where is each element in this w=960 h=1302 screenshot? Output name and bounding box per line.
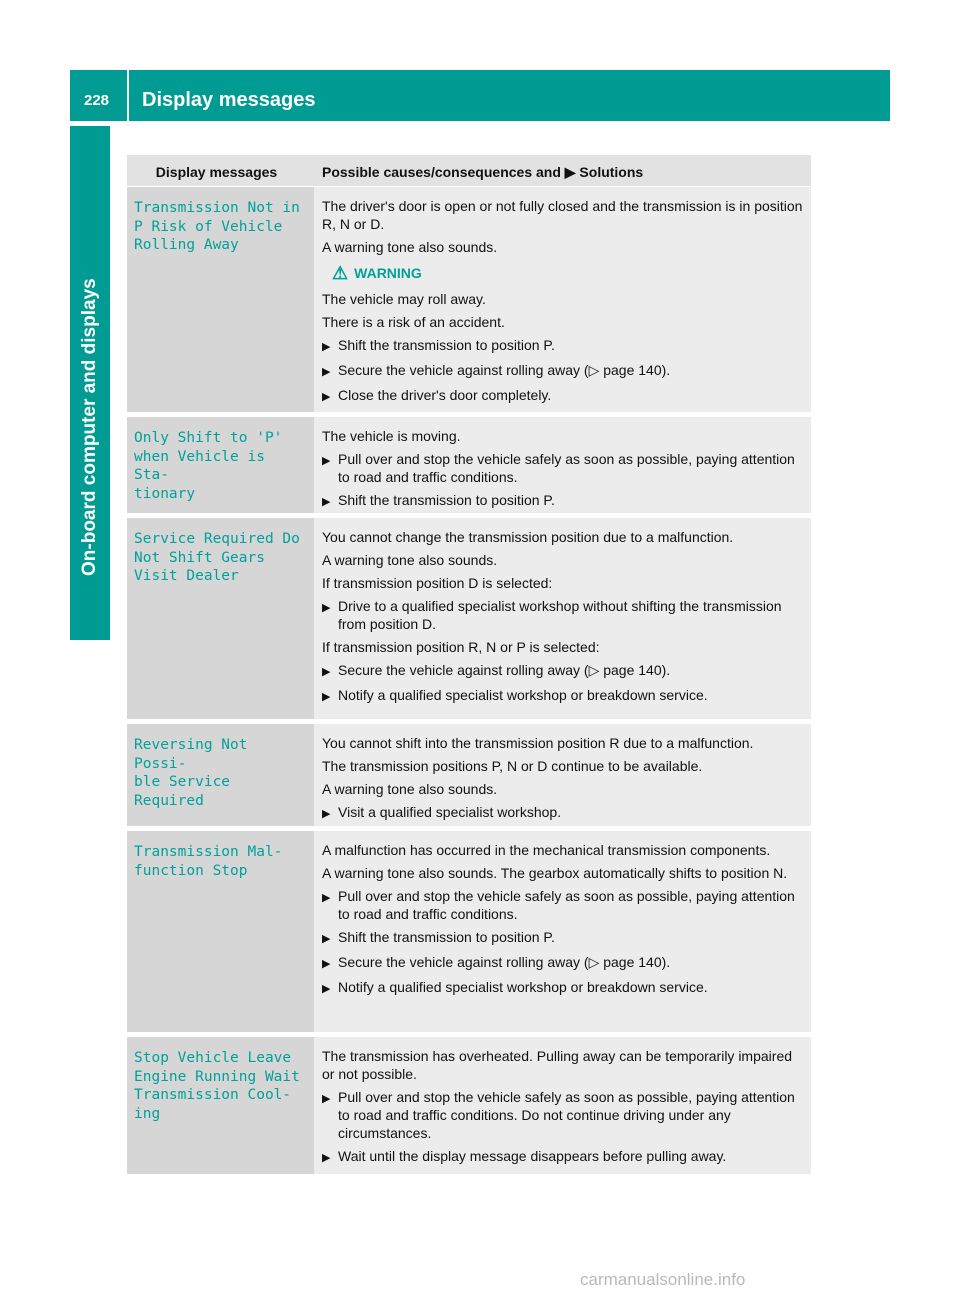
chapter-label: On-board computer and displays [79,278,100,576]
solution-step [322,450,803,486]
message-cell [127,831,314,1037]
solution-step [322,1147,803,1167]
solution-text: Shift the transmission to position P. [338,492,555,508]
arrow-right-icon: ▶ [322,933,331,945]
description-cell [314,724,811,831]
solution-text: Drive to a qualified specialist workshop without shifting the transmission from position D. [338,598,782,632]
solution-text: Pull over and stop the vehicle safely as soon as possible, paying attention to road and traffic conditions. [338,451,795,485]
arrow-right-icon: ▶ [322,341,331,353]
description-text: The vehicle is moving. [322,428,461,444]
solution-text: Shift the transmission to position P. [338,929,555,945]
display-message: Stop Vehicle Leave Engine Running Wait Transmission Cool- ing [134,1050,300,1122]
description-text: You cannot shift into the transmission position R due to a malfunction. [322,735,754,751]
arrow-right-icon: ▶ [322,366,331,378]
solution-step [322,597,803,633]
description-text: If transmission position R, N or P is selected: [322,639,600,655]
description-text: A warning tone also sounds. [322,781,498,797]
solution-step [322,978,803,998]
message-cell [127,187,314,417]
solution-step [322,803,803,823]
solution-text: Pull over and stop the vehicle safely as soon as possible, paying attention to road and traffic conditions. [338,888,795,922]
column-header-messages: Display messages [127,155,314,187]
solution-text: Secure the vehicle against rolling away (▷ page 140). [338,362,671,378]
message-cell [127,724,314,831]
solution-text: Shift the transmission to position P. [338,337,555,353]
display-message: Only Shift to 'P' when Vehicle is Sta- tionary [134,430,283,502]
display-messages-table [127,155,811,1179]
arrow-right-icon: ▶ [322,666,331,678]
solution-text: Pull over and stop the vehicle safely as soon as possible, paying attention to road and traffic conditions. Do not continue driving under any circumstances. [338,1089,795,1141]
watermark: carmanualsonline.info [580,1270,746,1289]
arrow-right-icon: ▶ [322,602,331,614]
solution-text: Secure the vehicle against rolling away (▷ page 140). [338,662,671,678]
page-header [70,70,890,121]
message-cell [127,417,314,518]
warning-label: WARNING [354,265,422,281]
solution-text: Close the driver's door completely. [338,387,552,403]
description-text: There is a risk of an accident. [322,314,505,330]
solution-text: Wait until the display message disappears before pulling away. [338,1148,727,1164]
display-message: Reversing Not Possi- ble Service Required [134,737,248,809]
solution-step [322,686,803,706]
header-divider [127,70,129,121]
description-cell [314,831,811,1037]
arrow-right-icon: ▶ [322,1152,331,1164]
solution-step [322,361,803,381]
description-text: A warning tone also sounds. [322,552,498,568]
description-cell [314,417,811,518]
arrow-right-icon: ▶ [322,455,331,467]
solution-step [322,386,803,406]
arrow-right-icon: ▶ [322,1093,331,1105]
description-text: You cannot change the transmission position due to a malfunction. [322,529,734,545]
description-text: The vehicle may roll away. [322,291,486,307]
description-text: The transmission positions P, N or D continue to be available. [322,758,703,774]
solution-text: Visit a qualified specialist workshop. [338,804,562,820]
solution-text: Notify a qualified specialist workshop or breakdown service. [338,979,708,995]
description-text: A warning tone also sounds. The gearbox automatically shifts to position N. [322,865,788,881]
display-message: Transmission Mal- function Stop [134,844,283,879]
solution-step [322,491,803,511]
arrow-right-icon: ▶ [322,892,331,904]
display-message: Transmission Not in P Risk of Vehicle Rolling Away [134,200,300,253]
page-title: Display messages [142,89,316,111]
description-cell [314,1037,811,1179]
description-text: A malfunction has occurred in the mechanical transmission components. [322,842,771,858]
description-cell [314,518,811,724]
description-text: The transmission has overheated. Pulling away can be temporarily impaired or not possible. [322,1048,793,1082]
solution-text: Secure the vehicle against rolling away (▷ page 140). [338,954,671,970]
description-text: If transmission position D is selected: [322,575,553,591]
solution-step [322,928,803,948]
arrow-right-icon: ▶ [322,983,331,995]
solution-step [322,336,803,356]
solution-step [322,661,803,681]
warning-heading [332,264,803,282]
message-cell [127,1037,314,1179]
display-message: Service Required Do Not Shift Gears Visit Dealer [134,531,300,584]
warning-triangle-icon: ⚠ [332,263,349,283]
description-cell [314,187,811,417]
solution-step [322,953,803,973]
column-header-causes: Possible causes/consequences and ▶ Solutions [314,155,811,187]
page-number: 228 [84,92,110,109]
arrow-right-icon: ▶ [322,691,331,703]
solution-step [322,887,803,923]
arrow-right-icon: ▶ [322,496,331,508]
solution-text: Notify a qualified specialist workshop or breakdown service. [338,687,708,703]
solution-step [322,1088,803,1142]
description-text: The driver's door is open or not fully closed and the transmission is in position R, N or D. [322,198,803,232]
arrow-right-icon: ▶ [322,808,331,820]
arrow-right-icon: ▶ [322,958,331,970]
description-text: A warning tone also sounds. [322,239,498,255]
message-cell [127,518,314,724]
arrow-right-icon: ▶ [322,391,331,403]
